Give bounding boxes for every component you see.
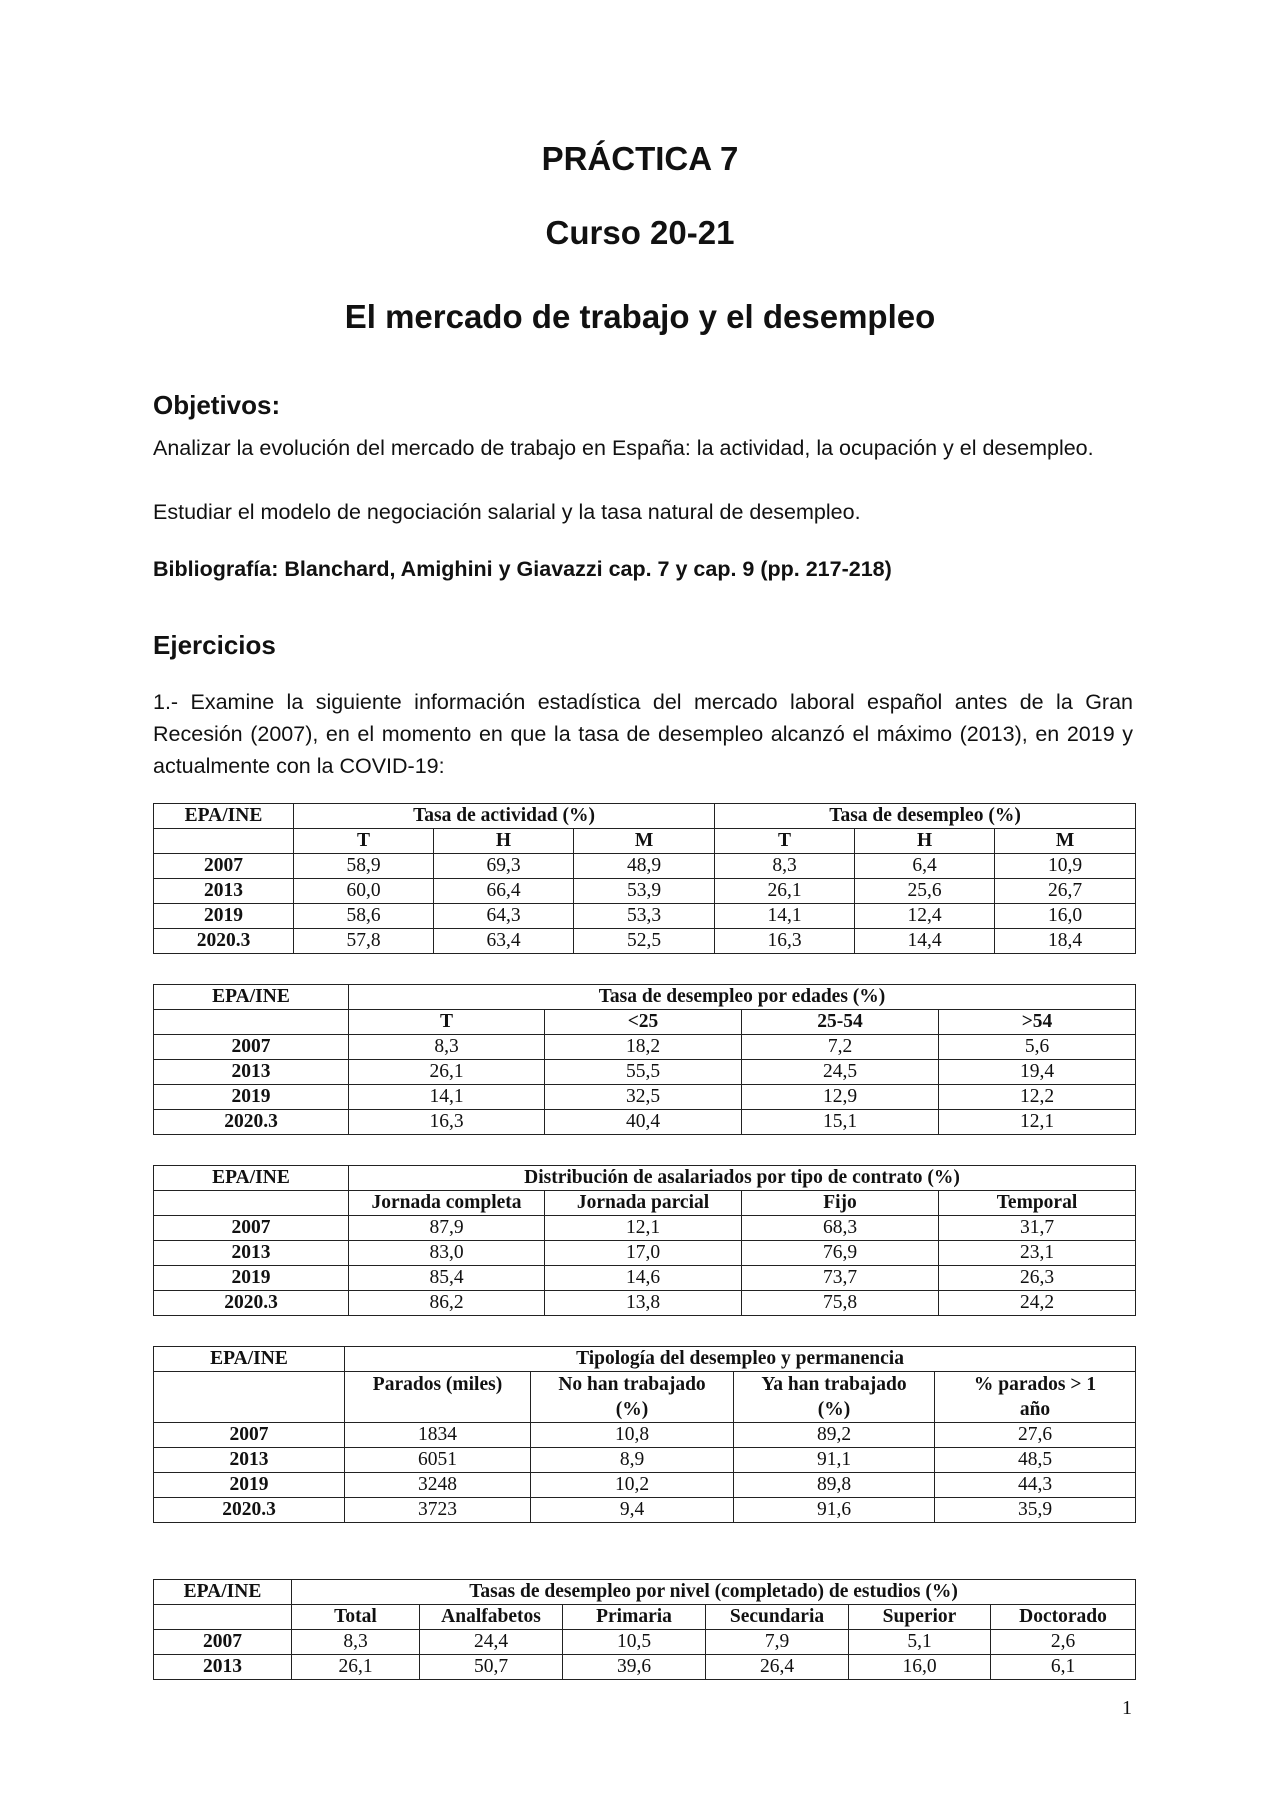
table-cell: 85,4	[349, 1266, 545, 1291]
table-cell: 9,4	[531, 1498, 734, 1523]
table-column-header: Total	[292, 1605, 420, 1630]
table-cell: 16,3	[715, 929, 855, 954]
table-cell: 68,3	[742, 1216, 939, 1241]
table-group-header: Tasas de desempleo por nivel (completado) de estudios (%)	[292, 1580, 1136, 1605]
table-column-header: Primaria	[563, 1605, 706, 1630]
table-column-header: T	[294, 829, 434, 854]
table-corner: EPA/INE	[154, 1166, 349, 1191]
row-year: 2019	[154, 1085, 349, 1110]
table-cell: 26,1	[349, 1060, 545, 1085]
table-cell: 55,5	[545, 1060, 742, 1085]
table-cell: 57,8	[294, 929, 434, 954]
row-year: 2013	[154, 1241, 349, 1266]
table-column-header: 25-54	[742, 1010, 939, 1035]
doc-subtitle: El mercado de trabajo y el desempleo	[344, 298, 936, 335]
table-cell: 76,9	[742, 1241, 939, 1266]
table-row	[154, 1630, 1136, 1655]
exercise-1-text: 1.- Examine la siguiente información estadística del mercado laboral español antes de la Gran Recesión (2007), en el momento en que la tasa de desempleo alcanzó el máximo (2013), en 2019 y actualmente con la COVID-19:	[153, 690, 1133, 778]
table-cell	[154, 1605, 292, 1630]
table-cell: 7,9	[706, 1630, 849, 1655]
table-column-header: Analfabetos	[420, 1605, 563, 1630]
row-year: 2013	[154, 1655, 292, 1680]
table-row	[154, 1216, 1136, 1241]
table-cell: 16,0	[995, 904, 1136, 929]
table-cell: 6,1	[991, 1655, 1136, 1680]
table-column-header: Parados (miles)	[345, 1372, 531, 1423]
table-cell: 32,5	[545, 1085, 742, 1110]
objectives-line-1: Analizar la evolución del mercado de trabajo en España: la actividad, la ocupación y el desempleo.	[153, 436, 1094, 460]
row-year: 2007	[154, 1423, 345, 1448]
exercises-heading: Ejercicios	[153, 630, 276, 660]
table-unemployment-by-education	[153, 1579, 1136, 1680]
table-column-header: Doctorado	[991, 1605, 1136, 1630]
table-cell	[154, 1191, 349, 1216]
table-row	[154, 879, 1136, 904]
table-cell: 52,5	[574, 929, 715, 954]
table-row	[154, 1266, 1136, 1291]
doc-title: PRÁCTICA 7	[541, 140, 739, 177]
table-cell: 69,3	[434, 854, 574, 879]
table-row	[154, 1291, 1136, 1316]
table-row	[154, 1035, 1136, 1060]
row-year: 2019	[154, 1266, 349, 1291]
table-cell: 40,4	[545, 1110, 742, 1135]
table-cell: 10,2	[531, 1473, 734, 1498]
table-cell: 35,9	[935, 1498, 1136, 1523]
table-cell: 50,7	[420, 1655, 563, 1680]
table-row	[154, 1110, 1136, 1135]
table-cell: 12,1	[939, 1110, 1136, 1135]
table-cell: 27,6	[935, 1423, 1136, 1448]
table-unemployment-typology	[153, 1346, 1136, 1523]
page-number: 1	[1122, 1697, 1132, 1719]
table-cell: 58,9	[294, 854, 434, 879]
row-year: 2013	[154, 1060, 349, 1085]
table-cell: 8,9	[531, 1448, 734, 1473]
table-cell: 86,2	[349, 1291, 545, 1316]
table-cell: 12,1	[545, 1216, 742, 1241]
table-row	[154, 1498, 1136, 1523]
table-cell: 66,4	[434, 879, 574, 904]
table-column-header: T	[349, 1010, 545, 1035]
table-cell: 10,8	[531, 1423, 734, 1448]
table-cell: 14,6	[545, 1266, 742, 1291]
table-corner: EPA/INE	[154, 1347, 345, 1372]
table-cell: 31,7	[939, 1216, 1136, 1241]
table-group-header: Tasa de actividad (%)	[294, 804, 715, 829]
row-year: 2020.3	[154, 929, 294, 954]
table-column-header: Fijo	[742, 1191, 939, 1216]
table-group-header: Tasa de desempleo por edades (%)	[349, 985, 1136, 1010]
table-cell: 24,5	[742, 1060, 939, 1085]
table-cell: 53,3	[574, 904, 715, 929]
table-column-header: % parados > 1 año	[935, 1372, 1136, 1423]
bibliography: Bibliografía: Blanchard, Amighini y Giavazzi cap. 7 y cap. 9 (pp. 217-218)	[153, 557, 892, 581]
table-unemployment-by-age	[153, 984, 1136, 1135]
table-cell: 2,6	[991, 1630, 1136, 1655]
table-cell: 16,3	[349, 1110, 545, 1135]
row-year: 2007	[154, 1216, 349, 1241]
table-cell: 18,2	[545, 1035, 742, 1060]
table-cell: 14,4	[855, 929, 995, 954]
table-column-header: Superior	[849, 1605, 991, 1630]
table-cell: 1834	[345, 1423, 531, 1448]
table-row	[154, 1655, 1136, 1680]
table-cell: 13,8	[545, 1291, 742, 1316]
doc-course: Curso 20-21	[545, 214, 735, 251]
table-cell: 63,4	[434, 929, 574, 954]
table-row	[154, 1448, 1136, 1473]
table-cell: 5,1	[849, 1630, 991, 1655]
table-group-header: Tipología del desempleo y permanencia	[345, 1347, 1136, 1372]
table-cell: 3248	[345, 1473, 531, 1498]
row-year: 2020.3	[154, 1498, 345, 1523]
objectives-heading: Objetivos:	[153, 390, 281, 420]
table-row	[154, 929, 1136, 954]
row-year: 2007	[154, 854, 294, 879]
table-cell: 26,7	[995, 879, 1136, 904]
table-group-header: Distribución de asalariados por tipo de contrato (%)	[349, 1166, 1136, 1191]
table-cell	[154, 829, 294, 854]
table-cell: 7,2	[742, 1035, 939, 1060]
table-cell: 10,5	[563, 1630, 706, 1655]
row-year: 2020.3	[154, 1110, 349, 1135]
table-cell: 18,4	[995, 929, 1136, 954]
table-cell	[154, 1010, 349, 1035]
table-cell: 44,3	[935, 1473, 1136, 1498]
row-year: 2020.3	[154, 1291, 349, 1316]
table-cell: 12,9	[742, 1085, 939, 1110]
table-group-header: Tasa de desempleo (%)	[715, 804, 1136, 829]
table-cell: 89,8	[734, 1473, 935, 1498]
table-column-header: T	[715, 829, 855, 854]
table-row	[154, 1060, 1136, 1085]
table-column-header: M	[574, 829, 715, 854]
table-cell: 58,6	[294, 904, 434, 929]
table-cell: 26,1	[292, 1655, 420, 1680]
table-cell: 91,6	[734, 1498, 935, 1523]
objectives-line-2: Estudiar el modelo de negociación salarial y la tasa natural de desempleo.	[153, 500, 861, 524]
row-year: 2013	[154, 1448, 345, 1473]
table-cell: 26,3	[939, 1266, 1136, 1291]
table-cell: 12,2	[939, 1085, 1136, 1110]
table-cell: 24,2	[939, 1291, 1136, 1316]
table-cell: 5,6	[939, 1035, 1136, 1060]
table-row	[154, 1423, 1136, 1448]
table-column-header: <25	[545, 1010, 742, 1035]
table-row	[154, 1085, 1136, 1110]
table-cell: 64,3	[434, 904, 574, 929]
table-contract-distribution	[153, 1165, 1136, 1316]
table-column-header: No han trabajado (%)	[531, 1372, 734, 1423]
table-column-header: H	[434, 829, 574, 854]
table-cell: 53,9	[574, 879, 715, 904]
row-year: 2019	[154, 1473, 345, 1498]
table-cell	[154, 1372, 345, 1423]
table-cell: 10,9	[995, 854, 1136, 879]
table-cell: 15,1	[742, 1110, 939, 1135]
table-column-header: Temporal	[939, 1191, 1136, 1216]
table-corner: EPA/INE	[154, 985, 349, 1010]
table-cell: 39,6	[563, 1655, 706, 1680]
table-column-header: >54	[939, 1010, 1136, 1035]
table-cell: 48,5	[935, 1448, 1136, 1473]
table-cell: 73,7	[742, 1266, 939, 1291]
table-cell: 26,1	[715, 879, 855, 904]
row-year: 2007	[154, 1630, 292, 1655]
table-cell: 87,9	[349, 1216, 545, 1241]
table-column-header: M	[995, 829, 1136, 854]
row-year: 2019	[154, 904, 294, 929]
table-cell: 8,3	[292, 1630, 420, 1655]
table-cell: 26,4	[706, 1655, 849, 1680]
table-cell: 8,3	[349, 1035, 545, 1060]
table-cell: 14,1	[715, 904, 855, 929]
table-cell: 25,6	[855, 879, 995, 904]
table-row	[154, 1473, 1136, 1498]
table-cell: 91,1	[734, 1448, 935, 1473]
table-column-header: Secundaria	[706, 1605, 849, 1630]
table-cell: 14,1	[349, 1085, 545, 1110]
table-corner: EPA/INE	[154, 1580, 292, 1605]
table-cell: 19,4	[939, 1060, 1136, 1085]
table-row	[154, 904, 1136, 929]
table-column-header: Ya han trabajado (%)	[734, 1372, 935, 1423]
table-cell: 75,8	[742, 1291, 939, 1316]
table-cell: 48,9	[574, 854, 715, 879]
table-cell: 89,2	[734, 1423, 935, 1448]
table-cell: 12,4	[855, 904, 995, 929]
table-row	[154, 854, 1136, 879]
table-cell: 6051	[345, 1448, 531, 1473]
table-cell: 16,0	[849, 1655, 991, 1680]
table-cell: 83,0	[349, 1241, 545, 1266]
table-cell: 6,4	[855, 854, 995, 879]
table-cell: 3723	[345, 1498, 531, 1523]
row-year: 2007	[154, 1035, 349, 1060]
table-activity-unemployment	[153, 803, 1136, 954]
row-year: 2013	[154, 879, 294, 904]
table-column-header: H	[855, 829, 995, 854]
table-cell: 23,1	[939, 1241, 1136, 1266]
table-column-header: Jornada parcial	[545, 1191, 742, 1216]
table-cell: 17,0	[545, 1241, 742, 1266]
table-cell: 60,0	[294, 879, 434, 904]
table-corner: EPA/INE	[154, 804, 294, 829]
table-cell: 24,4	[420, 1630, 563, 1655]
table-column-header: Jornada completa	[349, 1191, 545, 1216]
table-row	[154, 1241, 1136, 1266]
table-cell: 8,3	[715, 854, 855, 879]
